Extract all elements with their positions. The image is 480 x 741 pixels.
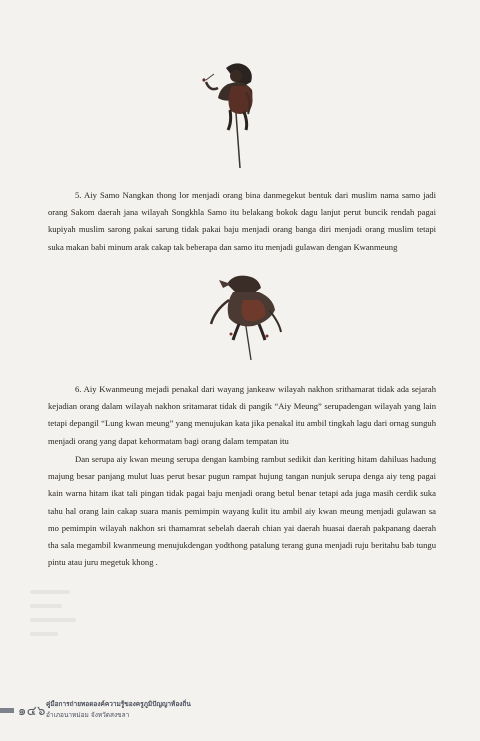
paragraph-6: 6. Aiy Kwanmeung mejadi penakal dari wayang jankeaw wilayah nakhon srithamarat tidak ada sejarah kejadian orang dalam wilayah nakhon sritamarat tidak di pangik “Aiy Meung” serupadengan wilayah yang lain tetapi depangil “Lung kwan meung” yang menujukan kata jika penakal itu ambil tingkah lagu dari ornag sunguh menjadi orang yang dapat kehormatam bagi orang dalam tempatan itu: [48, 384, 436, 446]
paragraph-6-continued: Dan serupa aiy kwan meung serupa dengan kambing rambut sedikit dan keriting hitam dahiluas hadung majung besar panjang mulut luas perut besar pugun rampat hujung tangan nunjuk serupa denga aiy teng pagai kain warna hitam ikat tali pingan tidak pagai baju menjadi orang betul benar tetapi ada juga masih cerdik suka tahu hal orang lain cakap suara manis pemimpin wayang kulit itu ambil aiy kwan meung menjadi gulawan sa mo pemimpin wilayah nakhon sri thamamrat sebelah daerah chian yai daerah huasai daerah pakpanang daerah tha sala megambil kwanmeung menujukdengan yodthong patalung terang guna menjadi ruju beritahu bab tungu pintu atau juru megetuk khong .: [48, 454, 436, 568]
footer-accent-bar: [0, 708, 14, 713]
paragraph-5: 5. Aiy Samo Nangkan thong lor menjadi orang bina danmegekut bentuk dari muslim nama samo jadi orang Sakom daerah jana wilayah Songkhla Samo itu belakang bokok dagu lanjut perut buncik rendah pagai kupiyah muslim sarong pakai sarung tidak pakai baju menjadi orang banga diri menjadi orang muslim tetapi suka makan babi minum arak cakap tak beberapa dan samo itu menjadi gulawan dengan Kwanmeung: [48, 190, 436, 252]
footer-book-title: คู่มือการถ่ายทอดองค์ความรู้ของครูภูมิปัญญาท้องถิ่น: [46, 700, 191, 708]
page-footer: [0, 697, 480, 723]
shadow-puppet-image: [203, 270, 285, 360]
shadow-puppet-image: [196, 58, 266, 168]
footer-location: อำเภอนาหม่อม จังหวัดสงขลา: [46, 711, 130, 719]
page-number: ๑๔๖: [18, 704, 46, 719]
faint-bleed-through: [30, 590, 90, 650]
